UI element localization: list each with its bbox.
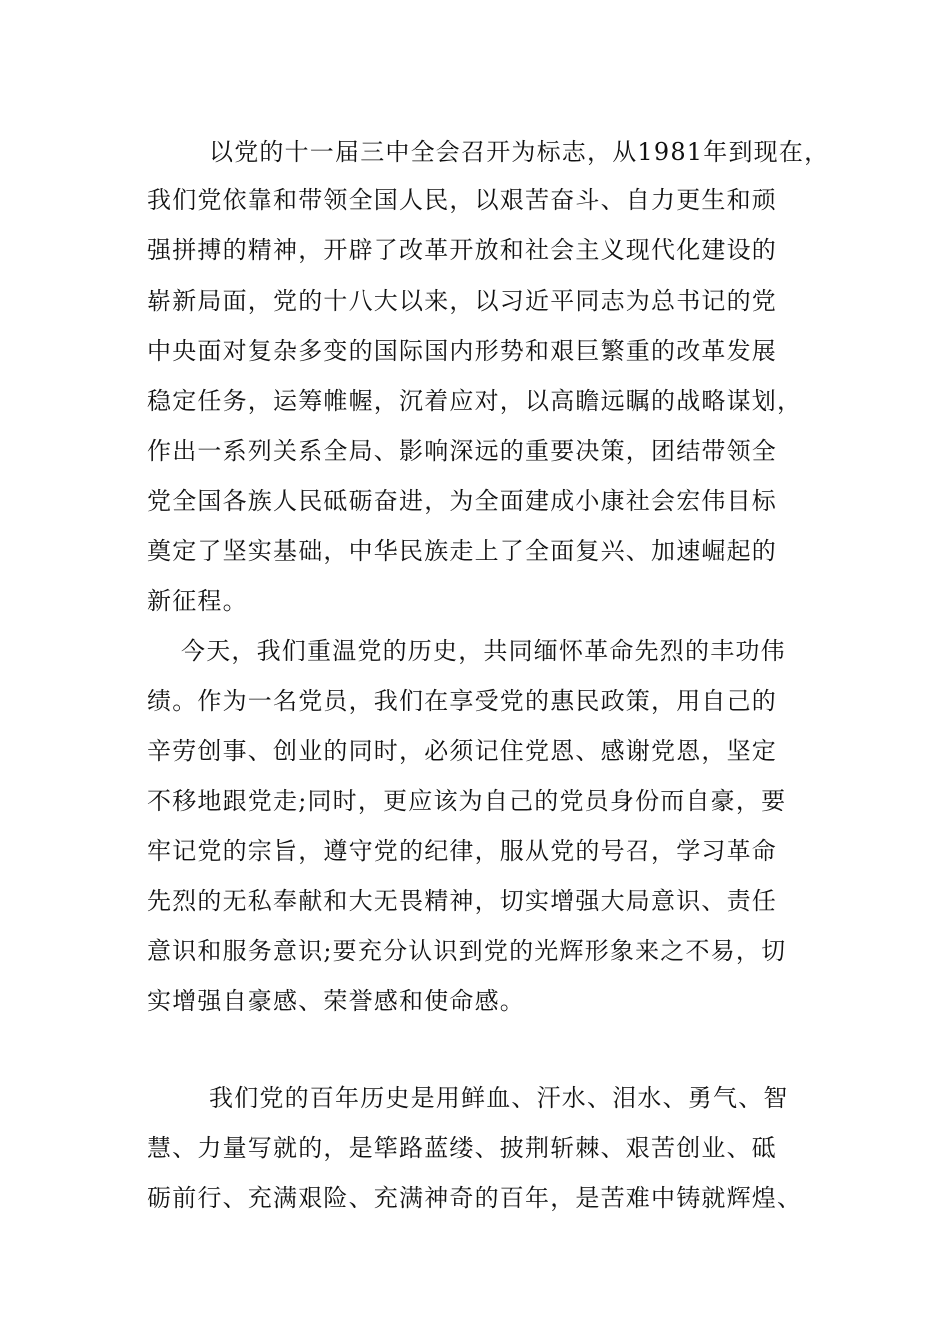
paragraph-2-line-6: 先烈的无私奉献和大无畏精神，切实增强大局意识、责任 [147,887,777,915]
paragraph-1-line-2: 我们党依靠和带领全国人民，以艰苦奋斗、自力更生和顽 [147,186,777,214]
paragraph-3-line-1: 我们党的百年历史是用鲜血、汗水、泪水、勇气、智 [209,1084,789,1112]
paragraph-1-line-7: 作出一系列关系全局、影响深远的重要决策，团结带领全 [147,437,777,465]
paragraph-1-line-5: 中央面对复杂多变的国际国内形势和艰巨繁重的改革发展 [147,337,777,365]
paragraph-1-line-9: 奠定了坚实基础，中华民族走上了全面复兴、加速崛起的 [147,537,777,565]
paragraph-2-line-4: 不移地跟党走;同时，更应该为自己的党员身份而自豪，要 [147,787,787,815]
paragraph-1-line-8: 党全国各族人民砥砺奋进，为全面建成小康社会宏伟目标 [147,487,777,515]
paragraph-2-line-7: 意识和服务意识;要充分认识到党的光辉形象来之不易，切 [147,937,787,965]
paragraph-2-line-8: 实增强自豪感、荣誉感和使命感。 [147,987,525,1015]
paragraph-1-line-6: 稳定任务，运筹帷幄，沉着应对，以高瞻远瞩的战略谋划， [147,387,803,415]
paragraph-2-line-2: 绩。作为一名党员，我们在享受党的惠民政策，用自己的 [147,687,777,715]
paragraph-1-line-4: 崭新局面，党的十八大以来，以习近平同志为总书记的党 [147,287,777,315]
paragraph-2-line-5: 牢记党的宗旨，遵守党的纪律，服从党的号召，学习革命 [147,837,777,865]
paragraph-3-line-2: 慧、力量写就的，是筚路蓝缕、披荆斩棘、艰苦创业、砥 [147,1134,777,1162]
paragraph-1-line-3: 强拼搏的精神，开辟了改革开放和社会主义现代化建设的 [147,236,777,264]
paragraph-2-line-1: 今天，我们重温党的历史，共同缅怀革命先烈的丰功伟 [181,637,786,665]
paragraph-1-line-10: 新征程。 [147,587,248,615]
paragraph-3-line-3: 砺前行、充满艰险、充满神奇的百年，是苦难中铸就辉煌、 [147,1184,803,1212]
paragraph-1-line-1: 以党的十一届三中全会召开为标志，从1981年到现在， [209,138,830,166]
paragraph-2-line-3: 辛劳创事、创业的同时，必须记住党恩、感谢党恩，坚定 [147,737,777,765]
